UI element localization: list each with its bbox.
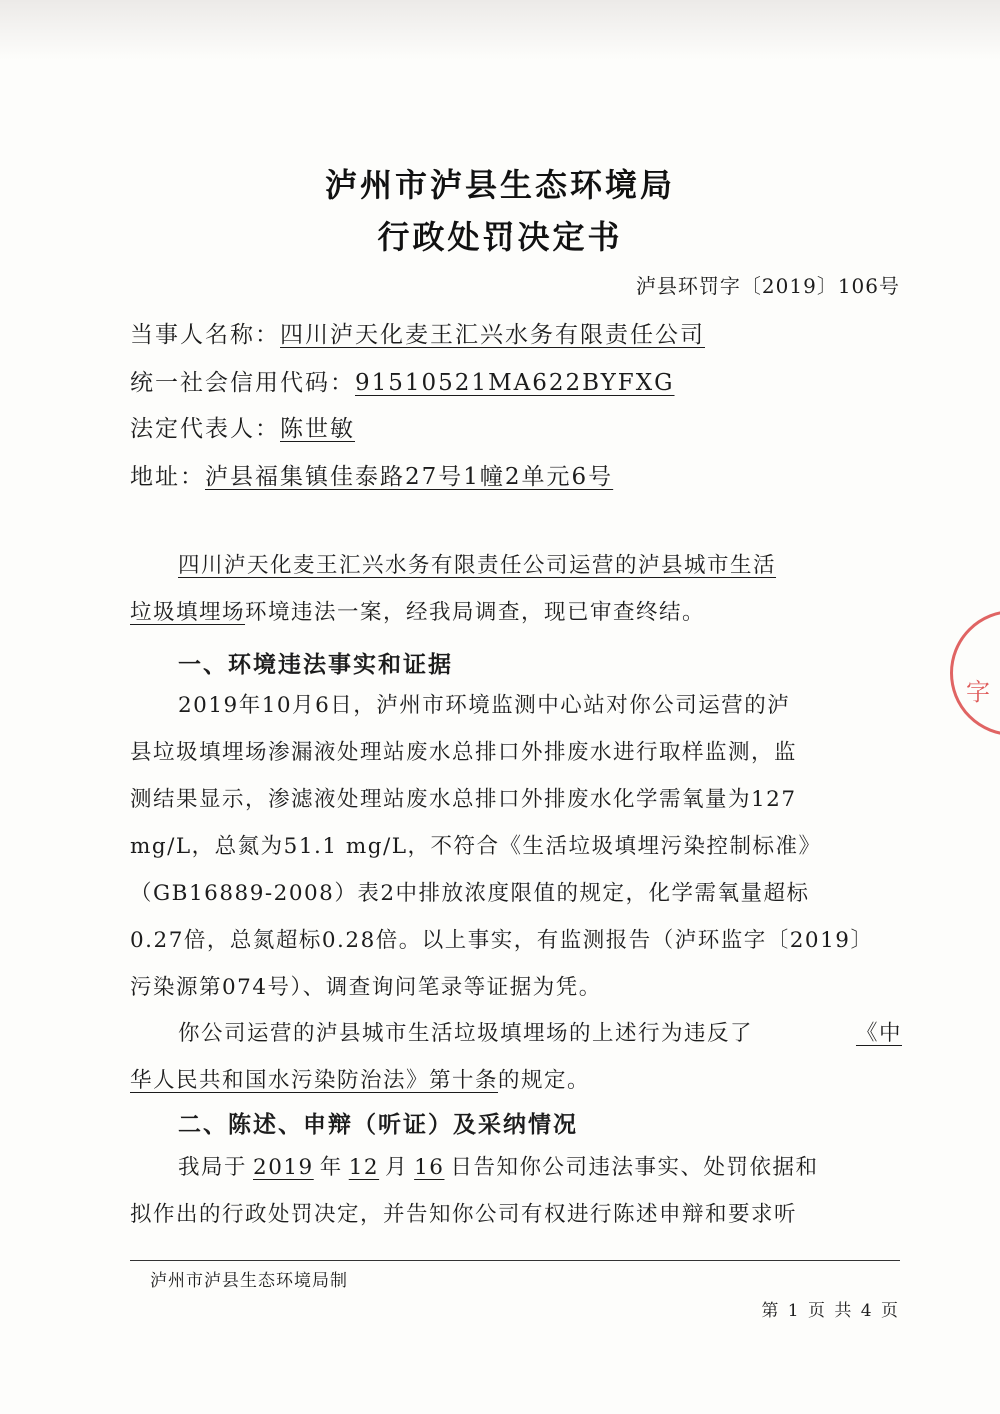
party-name-label: 当事人名称： xyxy=(130,322,280,348)
para-2-rest: 的规定。 xyxy=(498,1068,591,1093)
para-line: 2019年10月6日，泸州市环境监测中心站对你公司运营的泸 xyxy=(178,693,791,718)
intro-line-1: 四川泸天化麦王汇兴水务有限责任公司运营的泸县城市生活 xyxy=(178,553,777,578)
document-number: 泸县环罚字〔2019〕106号 xyxy=(635,274,900,298)
address-field xyxy=(130,458,613,491)
intro-line-2-underlined: 垃圾填埋场 xyxy=(130,600,246,625)
title-line-2: 行政处罚决定书 xyxy=(377,218,623,256)
para-2-law-start: 《中 xyxy=(855,1021,902,1046)
address-label: 地址： xyxy=(130,464,205,490)
notice-month: 12 xyxy=(348,1155,380,1180)
s2-text-c: 月 xyxy=(385,1155,409,1180)
s2-text-d: 日告知你公司违法事实、处罚依据和 xyxy=(450,1155,819,1180)
legal-rep-value: 陈世敏 xyxy=(280,416,355,442)
page-number: 第 1 页 共 4 页 xyxy=(761,1301,900,1321)
section-1-heading: 一、环境违法事实和证据 xyxy=(178,652,453,678)
intro-line-2-rest: 环境违法一案，经我局调查，现已审查终结。 xyxy=(245,600,706,625)
credit-code-field xyxy=(130,364,675,397)
section-1-paragraph-1 xyxy=(130,682,902,1011)
credit-code-label: 统一社会信用代码： xyxy=(130,370,355,396)
para-2-law-name: 华人民共和国水污染防治法》第十条 xyxy=(130,1068,499,1093)
legal-rep-label: 法定代表人： xyxy=(130,416,280,442)
s2-text-b: 年 xyxy=(319,1155,343,1180)
address-value: 泸县福集镇佳泰路27号1幢2单元6号 xyxy=(205,464,614,490)
section-2-paragraph xyxy=(130,1144,902,1238)
intro-line xyxy=(130,589,902,636)
scan-shadow xyxy=(0,0,1000,60)
para-line: 拟作出的行政处罚决定，并告知你公司有权进行陈述申辩和要求听 xyxy=(130,1202,798,1227)
para-line: 0.27倍，总氮超标0.28倍。以上事实，有监测报告（泸环监字〔2019〕 xyxy=(130,928,874,953)
section-2-heading: 二、陈述、申辩（听证）及采纳情况 xyxy=(178,1112,578,1138)
para-line xyxy=(130,1057,902,1104)
seal-glyph: 字 xyxy=(966,678,990,706)
intro-line xyxy=(130,542,902,589)
footer-organization: 泸州市泸县生态环境局制 xyxy=(150,1271,348,1291)
para-2-text: 你公司运营的泸县城市生活垃圾填埋场的上述行为违反了 xyxy=(178,1021,754,1046)
para-line: mg/L，总氮为51.1 mg/L，不符合《生活垃圾填埋污染控制标准》 xyxy=(130,834,822,859)
para-line: （GB16889-2008）表2中排放浓度限值的规定，化学需氧量超标 xyxy=(130,881,810,906)
party-name-field xyxy=(130,316,705,349)
section-1-paragraph-2 xyxy=(130,1010,902,1104)
para-line: 污染源第074号）、调查询问笔录等证据为凭。 xyxy=(130,975,602,1000)
credit-code-value: 91510521MA622BYFXG xyxy=(355,370,675,396)
para-line: 测结果显示，渗滤液处理站废水总排口外排废水化学需氧量为127 xyxy=(130,787,797,812)
notice-year: 2019 xyxy=(253,1155,314,1180)
legal-rep-field xyxy=(130,410,355,443)
s2-text-a: 我局于 xyxy=(178,1155,248,1180)
title-line-1: 泸州市泸县生态环境局 xyxy=(324,166,675,204)
notice-day: 16 xyxy=(414,1155,445,1180)
para-line xyxy=(130,1010,902,1057)
party-name-value: 四川泸天化麦王汇兴水务有限责任公司 xyxy=(280,322,705,348)
para-line: 县垃圾填埋场渗漏液处理站废水总排口外排废水进行取样监测，监 xyxy=(130,740,798,765)
para-line xyxy=(130,1144,902,1191)
intro-paragraph xyxy=(130,542,902,636)
footer-divider xyxy=(130,1260,900,1261)
